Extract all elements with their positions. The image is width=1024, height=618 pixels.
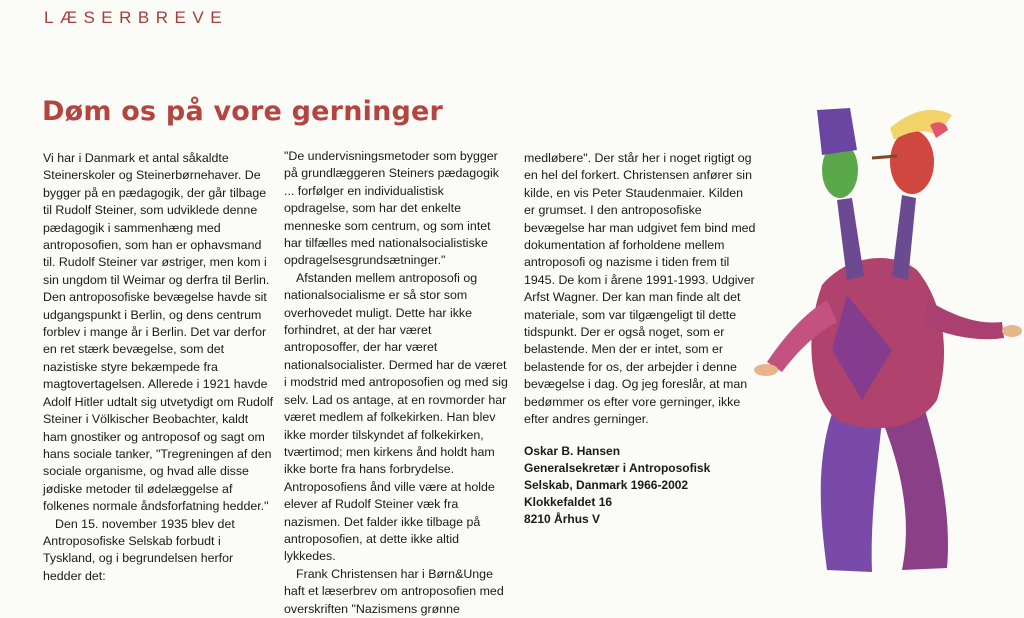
paragraph: Afstanden mellem antroposofi og nationalsocialisme er så stor som overhovedet muligt. Dette har ikke forhindret, at der har været antroposoffer, der har været nationalsocialister. Dermed har de været i modstrid med antroposofien og med sig selv. Lad os antage, at en rovmorder har været medlem af folkekirken. Han blev ikke morder tilskyndet af folkekirken, tværtimod; men kirkens ånd holdt ham ikke borte fra hans forbrydelse. Antroposofiens ånd ville være at holde elever af Rudolf Steiner væk fra nazismen. Det falder ikke tilbage på antroposofien, at dette ikke altid lykkedes. bbox=[284, 270, 508, 564]
article-column-1 bbox=[43, 150, 275, 585]
paragraph: "De undervisningsmetoder som bygger på grundlæggeren Steiners pædagogik ... forfølger en individualistisk opdragelse, som har det enkelte menneske som centrum, og som intet har tilfælles med nationalsocialistiske opdragelsesgrundsætninger." bbox=[284, 149, 499, 268]
signature-city: 8210 Århus V bbox=[524, 511, 601, 526]
paragraph: Frank Christensen har i Børn&Unge haft et læserbrev om antroposofien med overskriften "Nazismens grønne bbox=[284, 566, 504, 616]
signature-org: Selskab, Danmark 1966-2002 bbox=[524, 477, 689, 492]
article-column-3 bbox=[524, 150, 756, 528]
signature-street: Klokkefaldet 16 bbox=[524, 494, 613, 509]
illustration-figure bbox=[752, 100, 1022, 586]
headline: Døm os på vore gerninger bbox=[42, 96, 444, 127]
signature-title: Generalsekretær i Antroposofisk bbox=[524, 460, 711, 475]
section-label: LÆSERBREVE bbox=[44, 8, 229, 27]
paragraph: medløbere". Der står her i noget rigtigt og en hel del forkert. Christensen anfører sin kilde, en vis Peter Staudenmaier. Kilden er grumset. I den antroposofiske bevægelse har man udgivet fem bind med dokumentation af forholdene mellem antroposofi og nazisme i tiden frem til 1945. De kom i årene 1991-1993. Udgiver Arfst Wagner. Der kan man finde alt det materiale, som var tilgængeligt til dette tidspunkt. Der er også noget, som er belastende. Men der er intet, som er belastende for os, der arbejder i denne bevægelse i dag. Og jeg foreslår, at man bedømmer os efter vore gerninger, ikke efter andres gerninger. bbox=[524, 151, 756, 427]
signature-name: Oskar B. Hansen bbox=[524, 443, 621, 458]
paragraph: Vi har i Danmark et antal såkaldte Steinerskoler og Steinerbørnehaver. De bygger på en pædagogik, der går tilbage til Rudolf Steiner, som udviklede denne pædagogik i sammenhæng med antroposofien, som han er ophavsmand til. Rudolf Steiner var østriger, men kom i sin ungdom til Weimar og derfra til Berlin. Den antroposofiske bevægelse havde sit udgangspunkt i Berlin, og dens centrum forblev i mange år i Berlin. Det var derfor en ret stærk bevægelse, som det nazistiske styre bekæmpede fra magtovertagelsen. Allerede i 1921 havde Adolf Hitler udtalt sig utvetydigt om Rudolf Steiner i Völkischer Beobachter, kaldt ham gnostiker og antroposof og sagt om hans sociale tanker, "Tregreningen af den sociale organisme, og hvad alle disse jødiske metoder til ødelæggelse af folkenes normale åndsforfatning hedder." bbox=[43, 151, 274, 514]
article-column-2 bbox=[284, 148, 510, 618]
paragraph: Den 15. november 1935 blev det Antroposofiske Selskab forbudt i Tyskland, og i begrundelsen herfor hedder det: bbox=[43, 516, 235, 583]
signature-block bbox=[524, 443, 756, 528]
